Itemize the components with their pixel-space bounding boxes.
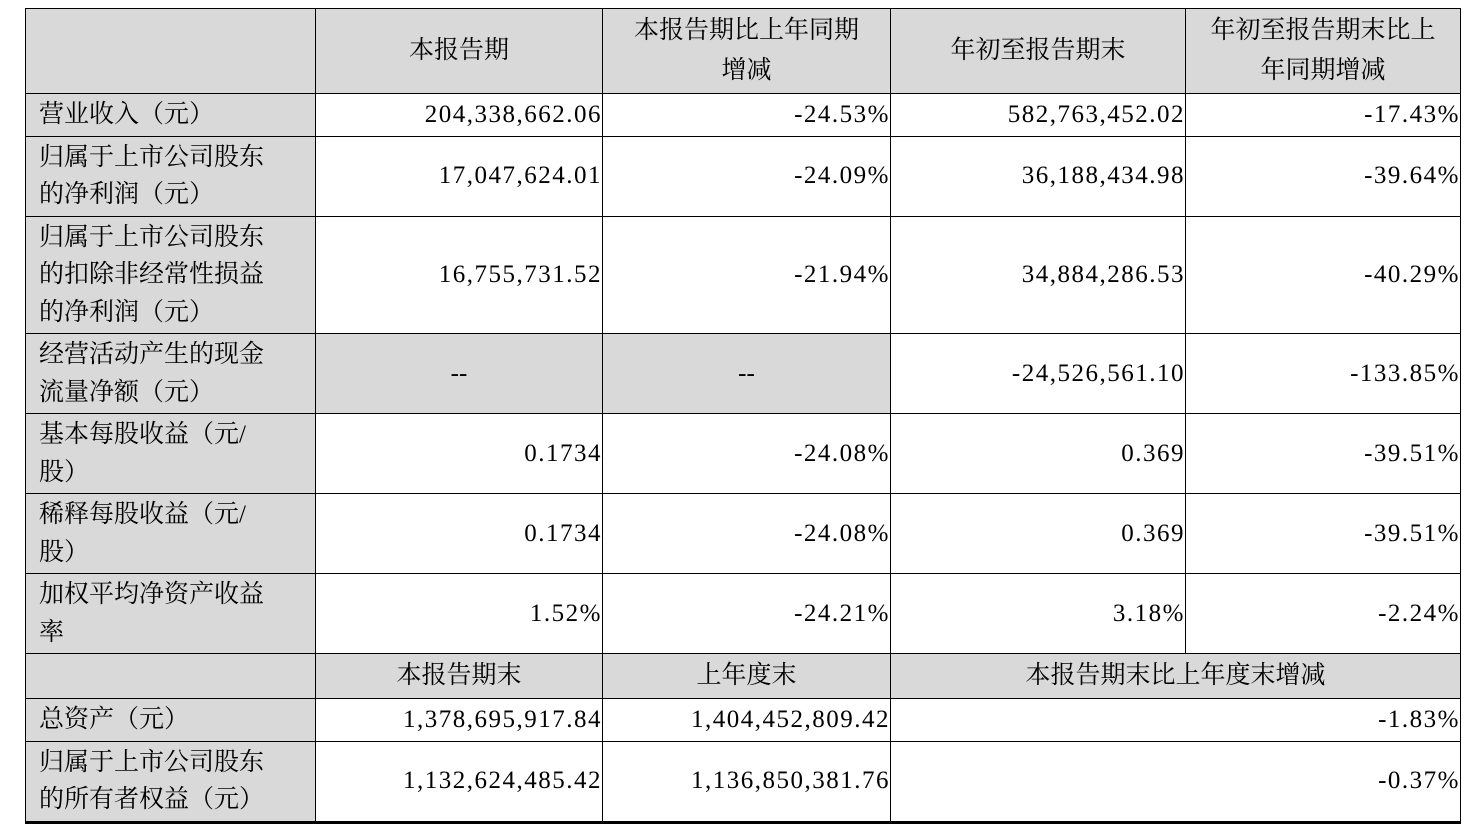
table-row-net-profit-excl-nonrecurring [26,216,1461,334]
table-cell: -24.08% [603,494,891,574]
table-row-operating-revenue [26,94,1461,137]
table-row-owners-equity [26,741,1461,822]
header-row-bottom [26,654,1461,699]
table-cell: 582,763,452.02 [891,94,1186,137]
header-cell-end-of-period: 本报告期末 [316,654,603,699]
table-row-basic-eps [26,414,1461,494]
header-cell-end-of-prior-year: 上年度末 [603,654,891,699]
header-cell-change-vs-prior-year-end: 本报告期末比上年度末增减 [891,654,1461,699]
header-cell-empty [26,9,316,94]
table-cell-na: -- [316,334,603,414]
row-label: 归属于上市公司股东的扣除非经常性损益的净利润（元） [26,216,316,334]
row-label: 营业收入（元） [26,94,316,137]
row-label: 稀释每股收益（元/股） [26,494,316,574]
row-label: 归属于上市公司股东的所有者权益（元） [26,741,316,822]
table-cell: 204,338,662.06 [316,94,603,137]
row-label: 基本每股收益（元/股） [26,414,316,494]
table-cell: -2.24% [1186,574,1461,654]
header-cell-ytd: 年初至报告期末 [891,9,1186,94]
table-cell: 0.369 [891,414,1186,494]
table-cell: 17,047,624.01 [316,136,603,216]
table-row-diluted-eps [26,494,1461,574]
table-cell: 3.18% [891,574,1186,654]
row-label: 总资产（元） [26,699,316,742]
table-cell: 0.1734 [316,414,603,494]
row-label: 加权平均净资产收益率 [26,574,316,654]
table-cell: -1.83% [891,699,1461,742]
header-cell-current-period-yoy-change: 本报告期比上年同期增减 [603,9,891,94]
table-row-total-assets [26,699,1461,742]
table-cell: 16,755,731.52 [316,216,603,334]
table-cell-na: -- [603,334,891,414]
table-cell: -24.09% [603,136,891,216]
table-cell: -17.43% [1186,94,1461,137]
header-cell-ytd-yoy-change: 年初至报告期末比上年同期增减 [1186,9,1461,94]
table-cell: -24,526,561.10 [891,334,1186,414]
table-cell: -24.53% [603,94,891,137]
row-label: 归属于上市公司股东的净利润（元） [26,136,316,216]
financial-summary-table [25,8,1461,824]
table-cell: 36,188,434.98 [891,136,1186,216]
table-cell: -24.21% [603,574,891,654]
table-cell: 1,136,850,381.76 [603,741,891,822]
table-cell: 0.369 [891,494,1186,574]
row-label: 经营活动产生的现金流量净额（元） [26,334,316,414]
table-cell: 34,884,286.53 [891,216,1186,334]
table-cell: 1,132,624,485.42 [316,741,603,822]
header-cell-current-period: 本报告期 [316,9,603,94]
table-cell: -39.64% [1186,136,1461,216]
table-cell: -39.51% [1186,494,1461,574]
table-cell: 1.52% [316,574,603,654]
table-cell: 1,404,452,809.42 [603,699,891,742]
table-cell: -133.85% [1186,334,1461,414]
table-cell: 0.1734 [316,494,603,574]
table-cell: -24.08% [603,414,891,494]
table-cell: 1,378,695,917.84 [316,699,603,742]
table-cell: -0.37% [891,741,1461,822]
table-cell: -40.29% [1186,216,1461,334]
table-cell: -39.51% [1186,414,1461,494]
table-row-net-profit [26,136,1461,216]
table-row-operating-cash-flow [26,334,1461,414]
header-row-top [26,9,1461,94]
header-cell-empty [26,654,316,699]
table-cell: -21.94% [603,216,891,334]
table-row-weighted-avg-roe [26,574,1461,654]
